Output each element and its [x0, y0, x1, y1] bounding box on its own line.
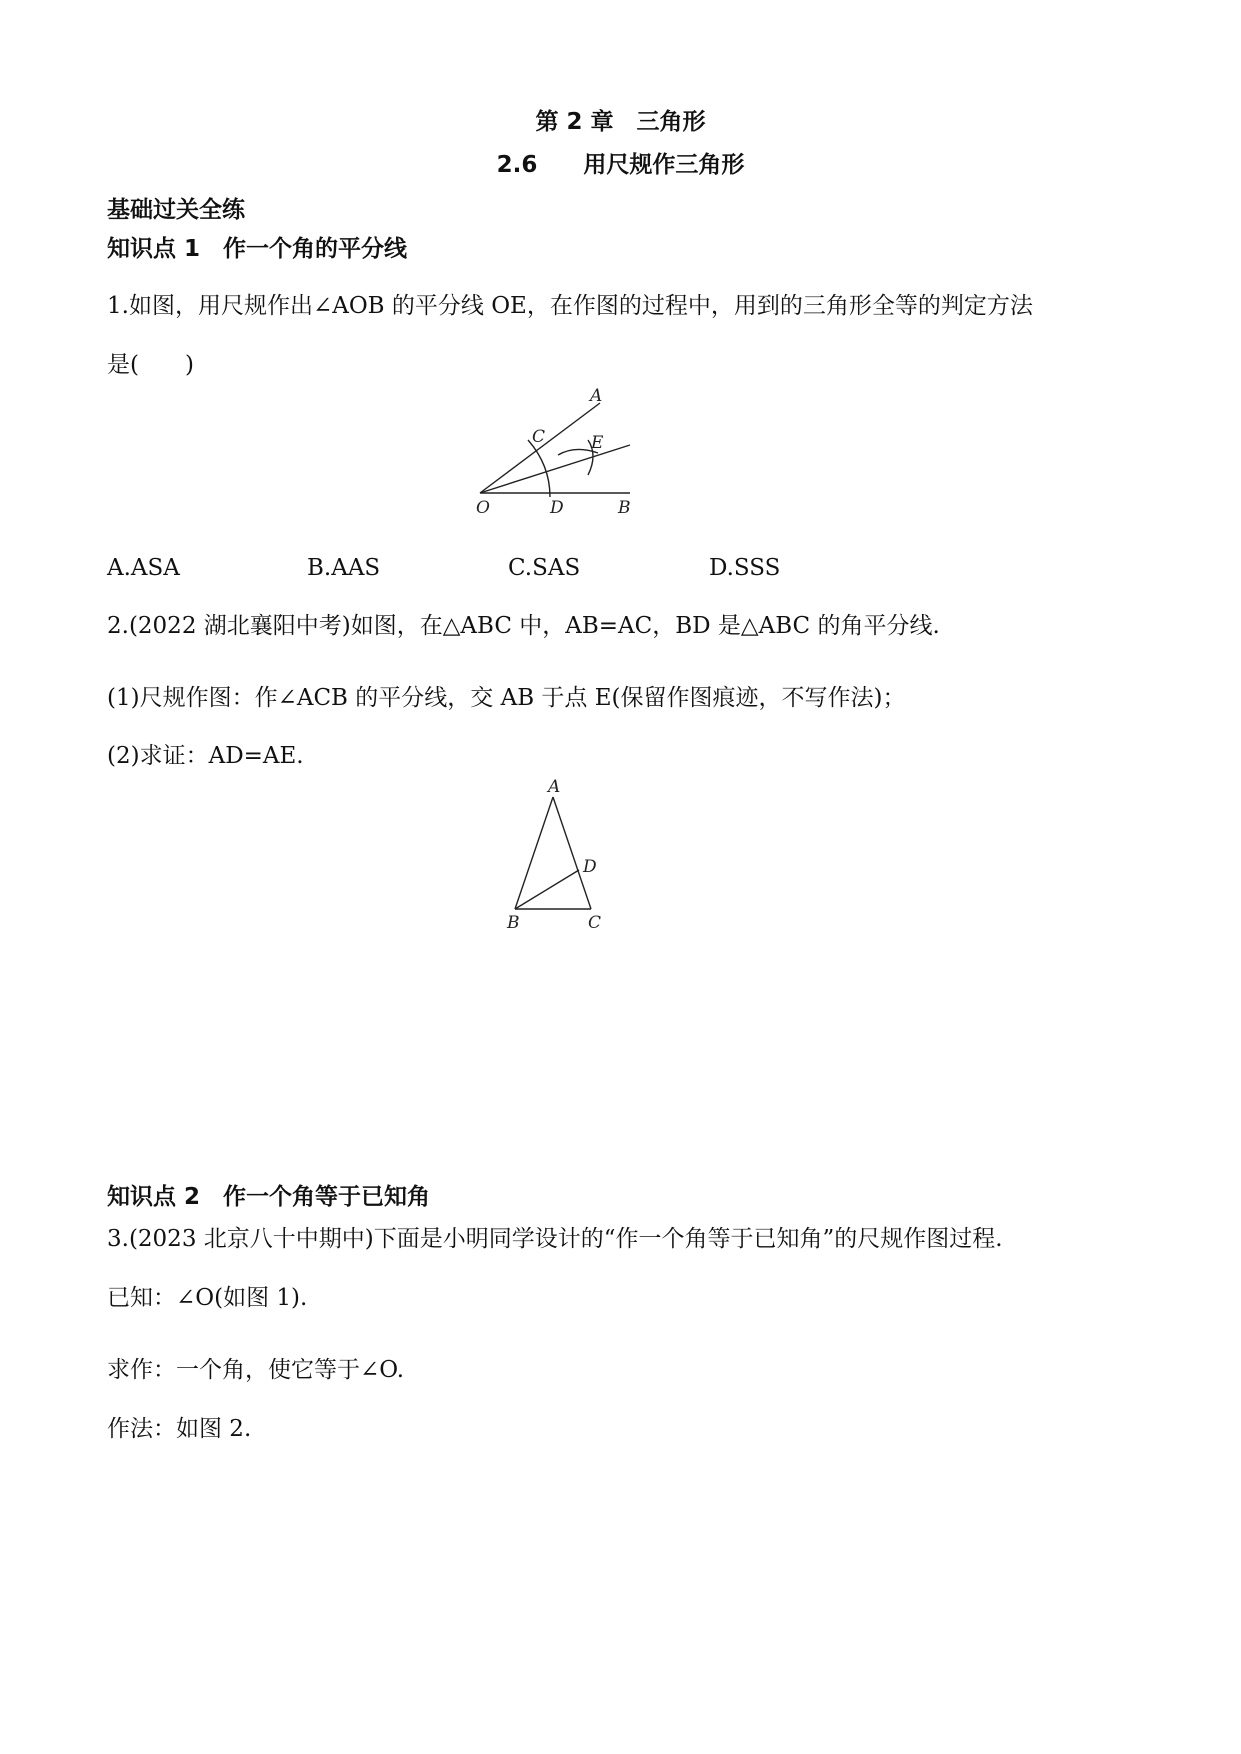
- ray-oe: [480, 445, 630, 493]
- question-3-given: 已知：∠O(如图 1).: [107, 1285, 308, 1311]
- side-ab: [515, 797, 553, 909]
- question-1-stem-cont: 是( ): [107, 352, 194, 378]
- figure-label: E: [591, 433, 604, 453]
- section-title: 2.6 用尺规作三角形: [496, 152, 745, 178]
- knowledge-point-heading: 知识点 2 作一个角等于已知角: [107, 1184, 431, 1210]
- question-1-stem: 1.如图，用尺规作出∠AOB 的平分线 OE，在作图的过程中，用到的三角形全等的判定方法: [107, 293, 1033, 319]
- knowledge-point-heading: 知识点 1 作一个角的平分线: [107, 236, 408, 262]
- figure-label: A: [548, 777, 561, 797]
- question-3-method: 作法：如图 2.: [107, 1416, 252, 1442]
- triangle-abc-figure: [495, 775, 615, 940]
- angle-bisector-figure: [470, 385, 650, 525]
- figure-label: B: [507, 913, 520, 933]
- practice-heading: 基础过关全练: [107, 197, 245, 223]
- question-2-part-1: (1)尺规作图：作∠ACB 的平分线，交 AB 于点 E(保留作图痕迹，不写作法)；: [107, 685, 906, 711]
- option-b[interactable]: B.AAS: [307, 555, 381, 581]
- question-3-stem: 3.(2023 北京八十中期中)下面是小明同学设计的“作一个角等于已知角”的尺规作图过程.: [107, 1226, 1003, 1252]
- figure-label: O: [476, 498, 490, 518]
- figure-label: C: [588, 913, 602, 933]
- side-ac: [553, 797, 591, 909]
- question-2-part-2: (2)求证：AD=AE.: [107, 743, 304, 769]
- chapter-title: 第 2 章 三角形: [535, 109, 706, 135]
- option-c[interactable]: C.SAS: [508, 555, 581, 581]
- figure-label: D: [550, 498, 564, 518]
- option-d[interactable]: D.SSS: [709, 555, 781, 581]
- bisector-bd: [515, 870, 579, 909]
- option-a[interactable]: A.ASA: [107, 555, 180, 581]
- figure-label: A: [590, 386, 603, 406]
- figure-label: B: [618, 498, 631, 518]
- figure-label: D: [583, 857, 597, 877]
- question-2-stem: 2.(2022 湖北襄阳中考)如图，在△ABC 中，AB=AC，BD 是△ABC 的角平分线.: [107, 613, 940, 639]
- figure-label: C: [532, 427, 546, 447]
- ray-oa: [480, 403, 600, 493]
- question-3-required: 求作：一个角，使它等于∠O.: [107, 1357, 405, 1383]
